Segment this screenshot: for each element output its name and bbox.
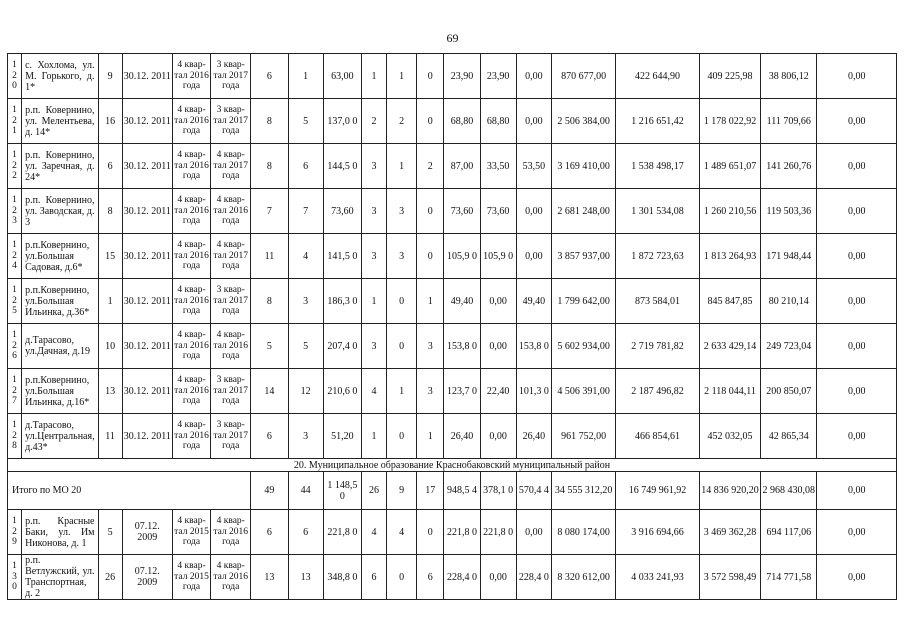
value-cell: 1 260 210,56 [699,189,760,234]
value-cell: 210,6 0 [323,369,361,414]
value-cell: 6 [417,555,444,600]
value-cell: 5 [288,99,323,144]
value-cell: 0,00 [516,234,551,279]
row-number-digit: 2 [12,526,17,537]
value-cell: 0,00 [817,54,897,99]
value-cell: 3 [361,189,386,234]
value-cell: 0,00 [817,555,897,600]
date-cell: 07.12. 2009 [122,510,172,555]
value-cell: 0,00 [516,54,551,99]
value-cell: 6 [251,414,288,459]
row-number-digit: 1 [12,195,17,206]
value-cell: 2 633 429,14 [699,324,760,369]
value-cell: 8 [98,189,122,234]
row-number-digit: 1 [12,375,17,386]
value-cell: 105,9 0 [444,234,480,279]
total-value: 49 [251,472,288,510]
value-cell: 2 118 044,11 [699,369,760,414]
value-cell: 1 [361,279,386,324]
value-cell: 348,8 0 [323,555,361,600]
value-cell: 1 [387,144,417,189]
row-number-digit: 2 [12,70,17,81]
row-number-digit: 2 [12,250,17,261]
row-number-digit: 1 [12,60,17,71]
table-row [8,144,897,189]
date-cell: 30.12. 2011 [122,279,172,324]
row-number [8,324,22,369]
quarter-cell: 4 квар- тал 2016 года [172,189,210,234]
housing-table [7,53,897,600]
address-cell: р.п.Ковернино, ул.Большая Садовая, д.6* [22,234,98,279]
value-cell: 0,00 [516,99,551,144]
value-cell: 207,4 0 [323,324,361,369]
total-value: 1 148,5 0 [323,472,361,510]
value-cell: 3 [417,324,444,369]
total-row [8,472,897,510]
address-cell: д.Тарасово, ул.Дачная, д.19 [22,324,98,369]
value-cell: 101,3 0 [516,369,551,414]
row-number-digit: 1 [12,516,17,527]
value-cell: 22,40 [480,369,516,414]
quarter-cell: 4 квар- тал 2015 года [172,510,210,555]
value-cell: 1 [361,54,386,99]
table-row [8,279,897,324]
value-cell: 228,4 0 [444,555,480,600]
value-cell: 0,00 [480,324,516,369]
value-cell: 53,50 [516,144,551,189]
row-number-digit: 2 [12,430,17,441]
quarter-cell: 3 квар- тал 2017 года [211,54,251,99]
quarter-cell: 4 квар- тал 2016 года [211,324,251,369]
row-number-digit: 1 [12,285,17,296]
value-cell: 6 [288,144,323,189]
table-row [8,54,897,99]
row-number-digit: 1 [12,561,17,572]
value-cell: 466 854,61 [616,414,699,459]
value-cell: 63,00 [323,54,361,99]
value-cell: 3 [361,234,386,279]
value-cell: 1 813 264,93 [699,234,760,279]
value-cell: 13 [98,369,122,414]
value-cell: 6 [251,54,288,99]
row-number [8,279,22,324]
value-cell: 8 320 612,00 [551,555,615,600]
value-cell: 2 [387,99,417,144]
value-cell: 1 538 498,17 [616,144,699,189]
value-cell: 1 [417,414,444,459]
row-number-digit: 3 [12,571,17,582]
value-cell: 119 503,36 [761,189,817,234]
value-cell: 144,5 0 [323,144,361,189]
value-cell: 961 752,00 [551,414,615,459]
value-cell: 221,8 0 [323,510,361,555]
value-cell: 6 [288,510,323,555]
quarter-cell: 4 квар- тал 2016 года [172,99,210,144]
value-cell: 873 584,01 [616,279,699,324]
value-cell: 5 [288,324,323,369]
value-cell: 49,40 [444,279,480,324]
value-cell: 2 719 781,82 [616,324,699,369]
value-cell: 14 [251,369,288,414]
value-cell: 3 572 598,49 [699,555,760,600]
quarter-cell: 4 квар- тал 2016 года [211,510,251,555]
table-row [8,369,897,414]
value-cell: 0 [417,99,444,144]
value-cell: 153,8 0 [444,324,480,369]
value-cell: 23,90 [444,54,480,99]
total-value: 378,1 0 [480,472,516,510]
value-cell: 137,0 0 [323,99,361,144]
quarter-cell: 4 квар- тал 2016 года [172,144,210,189]
row-number-digit: 6 [12,351,17,362]
total-value: 44 [288,472,323,510]
value-cell: 1 301 534,08 [616,189,699,234]
row-number [8,369,22,414]
value-cell: 4 [361,510,386,555]
value-cell: 8 [251,144,288,189]
row-number [8,189,22,234]
value-cell: 13 [288,555,323,600]
value-cell: 2 681 248,00 [551,189,615,234]
value-cell: 42 865,34 [761,414,817,459]
total-value: 2 968 430,08 [761,472,817,510]
value-cell: 2 [361,99,386,144]
table-row [8,99,897,144]
value-cell: 3 916 694,66 [616,510,699,555]
value-cell: 221,8 0 [480,510,516,555]
value-cell: 186,3 0 [323,279,361,324]
value-cell: 0,00 [817,144,897,189]
row-number-digit: 2 [12,340,17,351]
address-cell: р.п.Ковернино, ул.Большая Ильинка, д.36* [22,279,98,324]
quarter-cell: 4 квар- тал 2016 года [172,369,210,414]
value-cell: 0 [417,189,444,234]
quarter-cell: 4 квар- тал 2016 года [172,414,210,459]
total-value: 34 555 312,20 [551,472,615,510]
value-cell: 4 [387,510,417,555]
value-cell: 422 644,90 [616,54,699,99]
date-cell: 30.12. 2011 [122,54,172,99]
value-cell: 0,00 [817,99,897,144]
row-number-digit: 2 [12,160,17,171]
value-cell: 3 857 937,00 [551,234,615,279]
quarter-cell: 4 квар- тал 2016 года [172,324,210,369]
quarter-cell: 3 квар- тал 2017 года [211,369,251,414]
address-cell: с. Хохлома, ул. М. Горького, д. 1* [22,54,98,99]
value-cell: 13 [251,555,288,600]
value-cell: 3 169 410,00 [551,144,615,189]
total-label: Итого по МО 20 [8,472,251,510]
value-cell: 49,40 [516,279,551,324]
value-cell: 111 709,66 [761,99,817,144]
table-row [8,414,897,459]
value-cell: 2 187 496,82 [616,369,699,414]
total-value: 948,5 4 [444,472,480,510]
value-cell: 141,5 0 [323,234,361,279]
row-number-digit: 0 [12,81,17,92]
date-cell: 30.12. 2011 [122,369,172,414]
page-number: 69 [446,31,459,45]
value-cell: 3 [361,144,386,189]
value-cell: 9 [98,54,122,99]
row-number-digit: 1 [12,240,17,251]
date-cell: 30.12. 2011 [122,414,172,459]
row-number [8,414,22,459]
quarter-cell: 4 квар- тал 2016 года [211,189,251,234]
date-cell: 07.12. 2009 [122,555,172,600]
quarter-cell: 4 квар- тал 2016 года [172,54,210,99]
row-number [8,99,22,144]
value-cell: 5 [251,324,288,369]
total-value: 16 749 961,92 [616,472,699,510]
value-cell: 0,00 [817,324,897,369]
table-row [8,189,897,234]
row-number-digit: 7 [12,396,17,407]
quarter-cell: 3 квар- тал 2017 года [211,99,251,144]
value-cell: 141 260,76 [761,144,817,189]
value-cell: 3 [417,369,444,414]
quarter-cell: 4 квар- тал 2017 года [211,234,251,279]
value-cell: 6 [361,555,386,600]
value-cell: 171 948,44 [761,234,817,279]
value-cell: 73,60 [444,189,480,234]
section-row [8,459,897,472]
value-cell: 409 225,98 [699,54,760,99]
value-cell: 5 [98,510,122,555]
value-cell: 0,00 [817,369,897,414]
value-cell: 0,00 [480,279,516,324]
value-cell: 1 [361,414,386,459]
table-row [8,324,897,369]
value-cell: 0,00 [480,414,516,459]
value-cell: 3 [387,189,417,234]
value-cell: 153,8 0 [516,324,551,369]
value-cell: 8 080 174,00 [551,510,615,555]
value-cell: 4 [361,369,386,414]
value-cell: 0,00 [817,414,897,459]
value-cell: 1 799 642,00 [551,279,615,324]
value-cell: 870 677,00 [551,54,615,99]
value-cell: 33,50 [480,144,516,189]
quarter-cell: 4 квар- тал 2016 года [172,279,210,324]
value-cell: 16 [98,99,122,144]
row-number-digit: 4 [12,261,17,272]
value-cell: 11 [98,414,122,459]
date-cell: 30.12. 2011 [122,99,172,144]
value-cell: 68,80 [480,99,516,144]
row-number-digit: 1 [12,150,17,161]
value-cell: 8 [251,279,288,324]
table-row [8,555,897,600]
row-number [8,144,22,189]
total-value: 9 [387,472,417,510]
row-number-digit: 1 [12,105,17,116]
value-cell: 1 216 651,42 [616,99,699,144]
value-cell: 1 [98,279,122,324]
value-cell: 2 [417,144,444,189]
value-cell: 1 [387,54,417,99]
value-cell: 0,00 [817,189,897,234]
value-cell: 452 032,05 [699,414,760,459]
address-cell: д.Тарасово, ул.Центральная, д.43* [22,414,98,459]
value-cell: 3 [361,324,386,369]
quarter-cell: 4 квар- тал 2017 года [211,144,251,189]
address-cell: р.п. Ковернино, ул. Заводская, д. 3 [22,189,98,234]
quarter-cell: 4 квар- тал 2015 года [172,555,210,600]
value-cell: 10 [98,324,122,369]
value-cell: 249 723,04 [761,324,817,369]
value-cell: 23,90 [480,54,516,99]
address-cell: р.п.Ковернино, ул.Большая Ильинка, д.16* [22,369,98,414]
value-cell: 6 [98,144,122,189]
quarter-cell: 4 квар- тал 2016 года [211,555,251,600]
value-cell: 845 847,85 [699,279,760,324]
value-cell: 26 [98,555,122,600]
value-cell: 0,00 [817,234,897,279]
value-cell: 68,80 [444,99,480,144]
value-cell: 2 506 384,00 [551,99,615,144]
value-cell: 5 602 934,00 [551,324,615,369]
value-cell: 73,60 [480,189,516,234]
section-title: 20. Муниципальное образование Краснобаковский муниципальный район [8,459,897,472]
row-number-digit: 2 [12,295,17,306]
value-cell: 15 [98,234,122,279]
value-cell: 200 850,07 [761,369,817,414]
value-cell: 0,00 [480,555,516,600]
value-cell: 1 872 723,63 [616,234,699,279]
value-cell: 0 [417,54,444,99]
value-cell: 7 [288,189,323,234]
value-cell: 0,00 [516,510,551,555]
value-cell: 38 806,12 [761,54,817,99]
row-number-digit: 5 [12,306,17,317]
value-cell: 0 [387,279,417,324]
value-cell: 7 [251,189,288,234]
value-cell: 6 [251,510,288,555]
date-cell: 30.12. 2011 [122,144,172,189]
date-cell: 30.12. 2011 [122,234,172,279]
address-cell: р.п. Ковернино, ул. Заречная, д. 24* [22,144,98,189]
value-cell: 80 210,14 [761,279,817,324]
row-number [8,510,22,555]
value-cell: 4 033 241,93 [616,555,699,600]
row-number [8,54,22,99]
value-cell: 3 469 362,28 [699,510,760,555]
address-cell: р.п. Ковернино, ул. Мелентьева, д. 14* [22,99,98,144]
value-cell: 11 [251,234,288,279]
value-cell: 87,00 [444,144,480,189]
total-value: 0,00 [817,472,897,510]
value-cell: 228,4 0 [516,555,551,600]
row-number-digit: 2 [12,171,17,182]
value-cell: 714 771,58 [761,555,817,600]
value-cell: 3 [387,234,417,279]
row-number-digit: 9 [12,537,17,548]
value-cell: 0 [417,234,444,279]
row-number [8,234,22,279]
value-cell: 0,00 [817,510,897,555]
value-cell: 694 117,06 [761,510,817,555]
value-cell: 221,8 0 [444,510,480,555]
total-value: 570,4 4 [516,472,551,510]
quarter-cell: 4 квар- тал 2016 года [172,234,210,279]
value-cell: 73,60 [323,189,361,234]
value-cell: 1 [288,54,323,99]
value-cell: 3 [288,414,323,459]
value-cell: 26,40 [516,414,551,459]
quarter-cell: 3 квар- тал 2017 года [211,279,251,324]
value-cell: 3 [288,279,323,324]
row-number-digit: 0 [12,582,17,593]
row-number-digit: 1 [12,126,17,137]
value-cell: 123,7 0 [444,369,480,414]
value-cell: 26,40 [444,414,480,459]
row-number [8,555,22,600]
value-cell: 0 [417,510,444,555]
quarter-cell: 3 квар- тал 2017 года [211,414,251,459]
value-cell: 51,20 [323,414,361,459]
value-cell: 12 [288,369,323,414]
address-cell: р.п. Красные Баки, ул. Им Никонова, д. 1 [22,510,98,555]
table-row [8,510,897,555]
total-value: 26 [361,472,386,510]
row-number-digit: 2 [12,205,17,216]
row-number-digit: 1 [12,330,17,341]
value-cell: 0,00 [817,279,897,324]
value-cell: 105,9 0 [480,234,516,279]
value-cell: 1 178 022,92 [699,99,760,144]
value-cell: 4 506 391,00 [551,369,615,414]
value-cell: 1 [387,369,417,414]
value-cell: 1 [417,279,444,324]
value-cell: 0,00 [516,189,551,234]
total-value: 17 [417,472,444,510]
row-number-digit: 2 [12,385,17,396]
row-number-digit: 2 [12,115,17,126]
row-number-digit: 1 [12,420,17,431]
value-cell: 0 [387,414,417,459]
total-value: 14 836 920,20 [699,472,760,510]
table-row [8,234,897,279]
row-number-digit: 3 [12,216,17,227]
value-cell: 4 [288,234,323,279]
address-cell: р.п. Ветлужский, ул. Транспортная, д. 2 [22,555,98,600]
value-cell: 1 489 651,07 [699,144,760,189]
row-number-digit: 8 [12,441,17,452]
date-cell: 30.12. 2011 [122,324,172,369]
date-cell: 30.12. 2011 [122,189,172,234]
value-cell: 0 [387,555,417,600]
value-cell: 0 [387,324,417,369]
value-cell: 8 [251,99,288,144]
